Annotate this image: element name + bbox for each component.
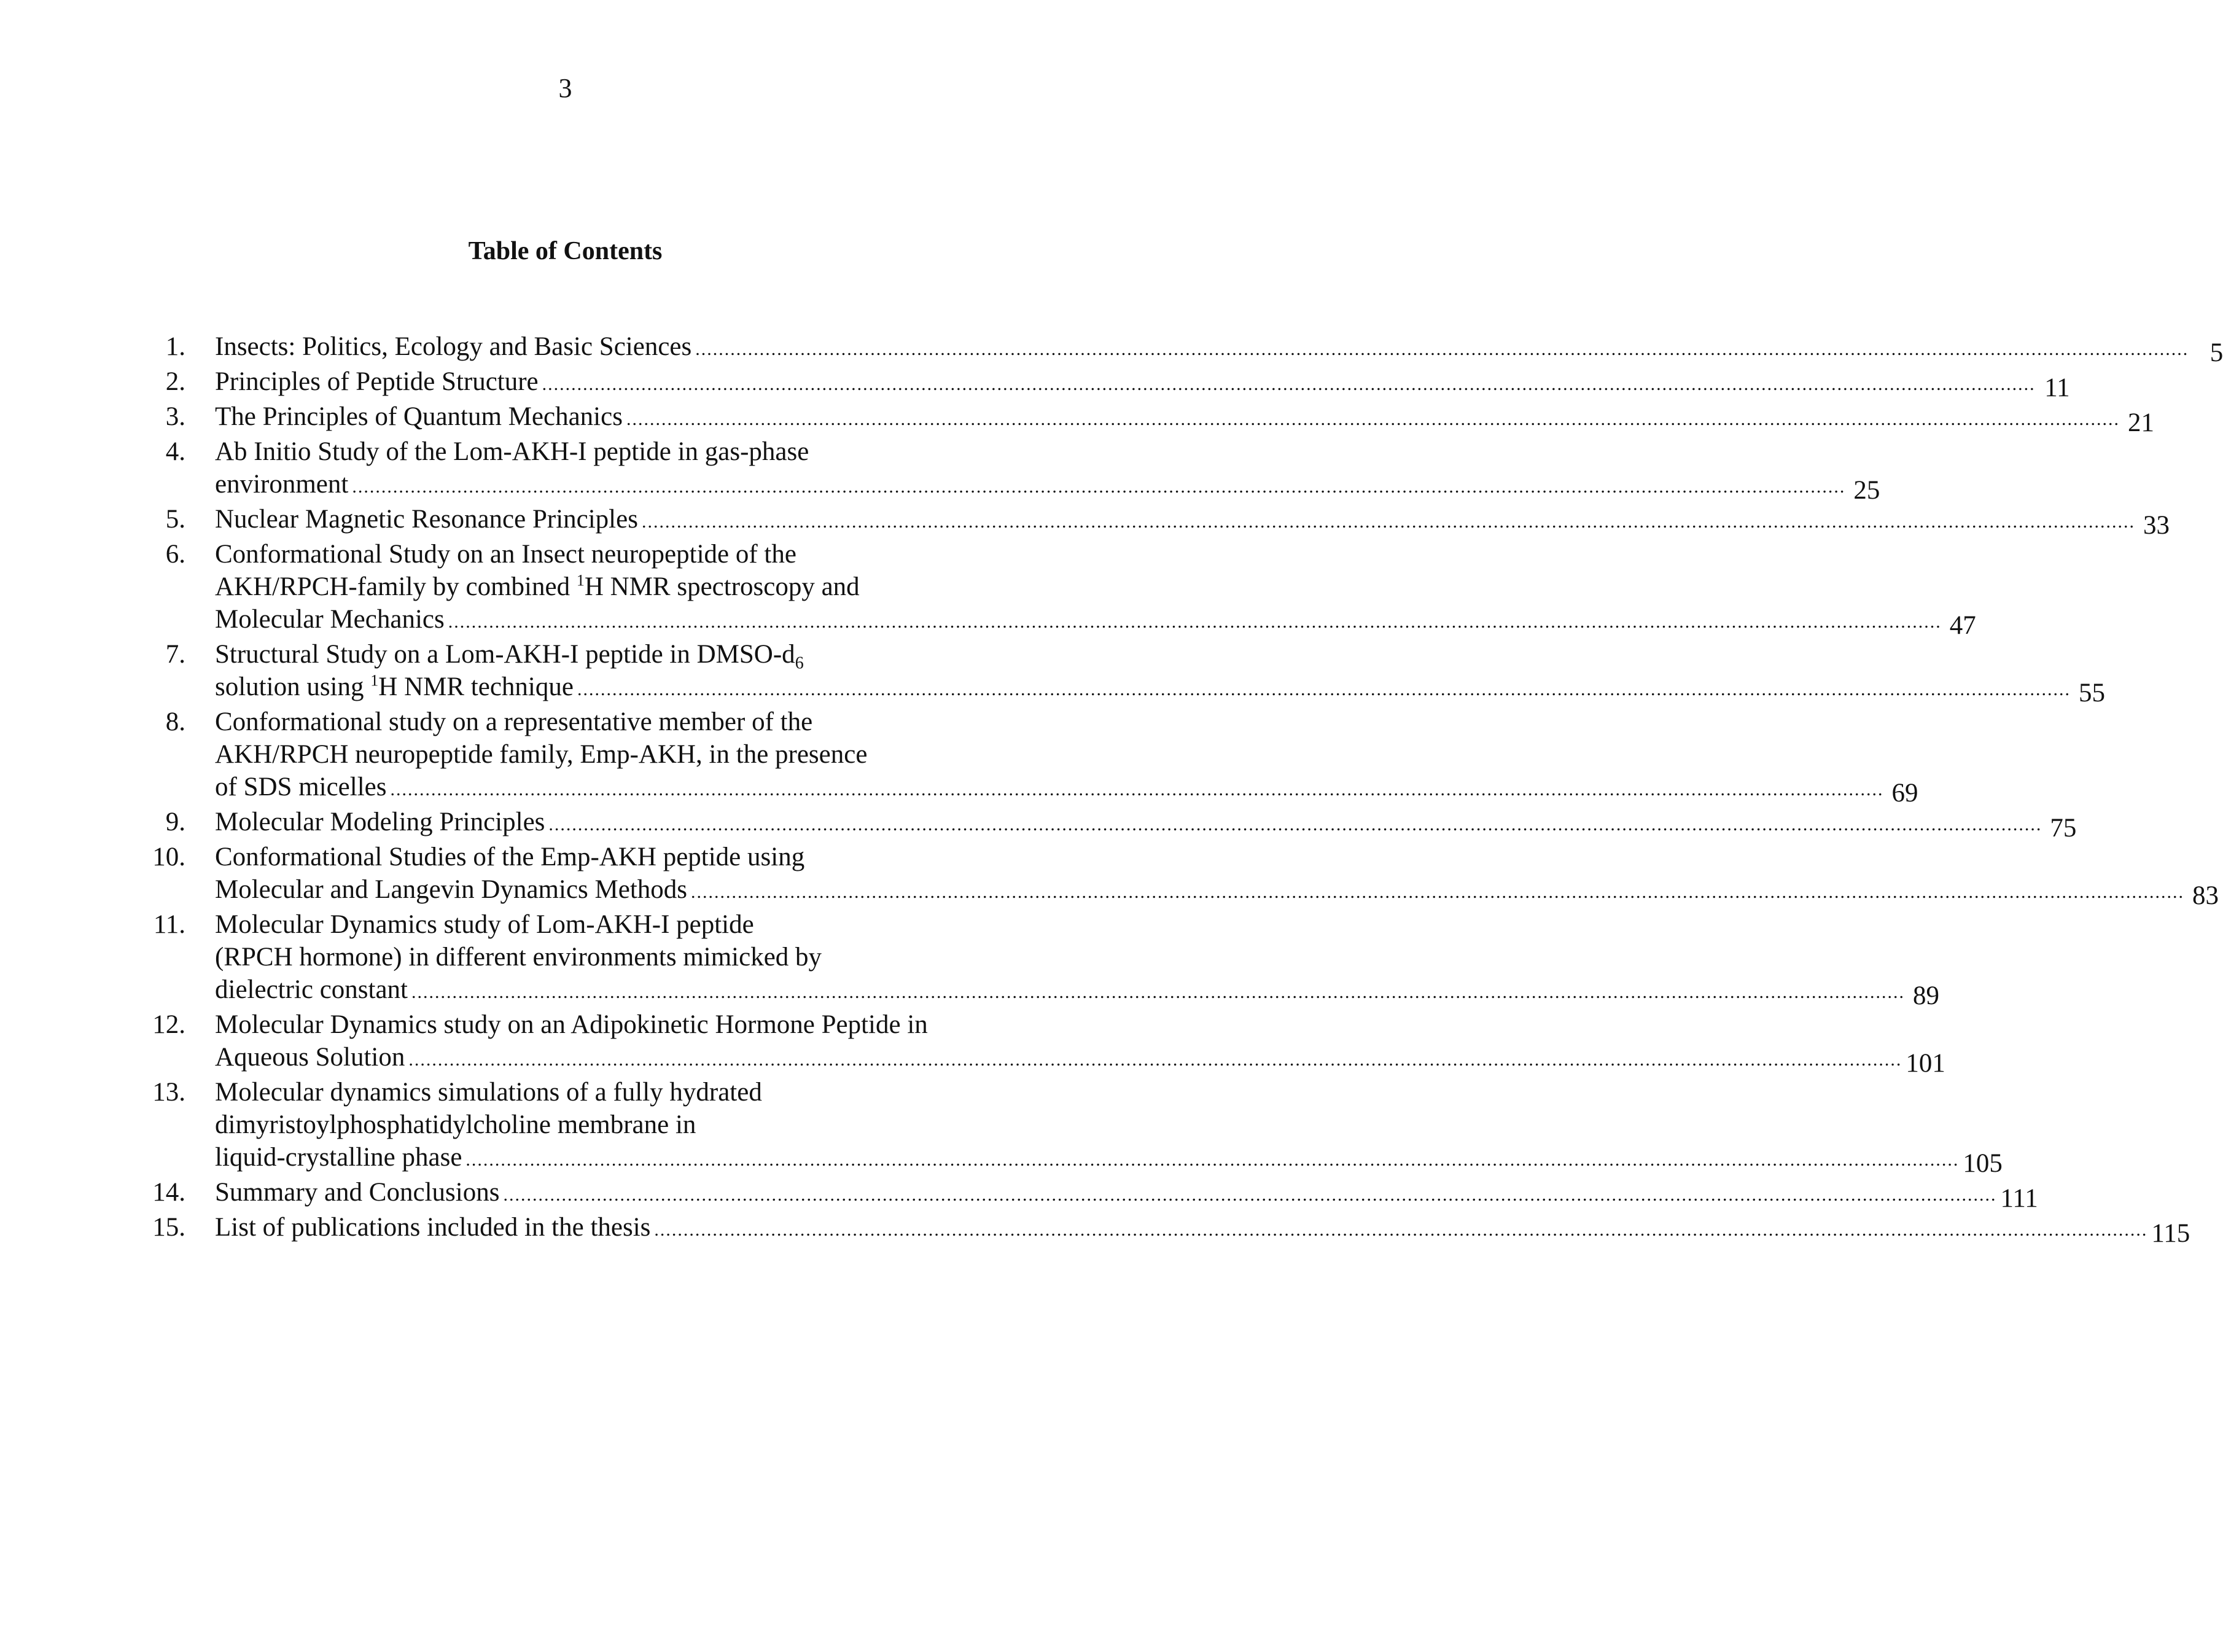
toc-entry-title: solution using $^1$H NMR technique [215, 671, 574, 701]
toc-entry-page: 115 [2151, 1219, 2190, 1248]
toc-entry[interactable] [120, 365, 2070, 402]
toc-entry[interactable] [120, 638, 2105, 707]
toc-entry-page: 5 [2209, 338, 2223, 367]
toc-entry-number: 14. [152, 1178, 185, 1207]
toc-title: Table of Contents [468, 237, 663, 265]
toc-entry-title-line: (RPCH hormone) in different environments mimicked by [215, 943, 822, 972]
toc-entry-number: 9. [165, 808, 185, 836]
toc-entry-title: Molecular and Langevin Dynamics Methods [215, 875, 688, 904]
toc-entry-title-line: Molecular Dynamics study on an Adipokinetic Hormone Peptide in [215, 1010, 928, 1039]
toc-entry-number: 5. [165, 505, 185, 534]
toc-entry[interactable] [120, 706, 1918, 808]
toc-entry-number: 15. [152, 1213, 185, 1242]
toc-entry-number: 12. [152, 1010, 185, 1039]
toc-entry-page: 47 [1949, 611, 1976, 640]
toc-entry[interactable] [120, 400, 2154, 437]
dot-leader [654, 1214, 2147, 1246]
toc-entry[interactable] [120, 435, 1880, 505]
toc-entry-page: 105 [1963, 1149, 2003, 1178]
dot-leader [448, 606, 1942, 638]
dot-leader [503, 1179, 1996, 1211]
toc-entry-title: liquid-crystalline phase [215, 1143, 462, 1172]
toc-entry-title: Aqueous Solution [215, 1043, 405, 1072]
toc-entry-title: List of publications included in the thesis [215, 1213, 651, 1242]
toc-entry-title: Nuclear Magnetic Resonance Principles [215, 505, 638, 534]
dot-leader [626, 403, 2120, 435]
dot-leader [548, 808, 2042, 841]
toc-entry-title: Principles of Peptide Structure [215, 367, 539, 396]
toc-entry-title: Molecular Mechanics [215, 605, 445, 634]
dot-leader [577, 673, 2071, 706]
toc-entry-page: 89 [1913, 981, 1939, 1010]
toc-entry-page: 75 [2050, 814, 2077, 843]
toc-entry-page: 33 [2143, 511, 2170, 540]
dot-leader [352, 470, 1845, 503]
toc-entry-title-line: Conformational Studies of the Emp-AKH peptide using [215, 843, 805, 871]
toc-entry-title-line: Conformational Study on an Insect neuropeptide of the [215, 540, 796, 569]
toc-entry-page: 101 [1906, 1049, 1945, 1078]
toc-entry-page: 25 [1853, 476, 1880, 505]
toc-entry-number: 10. [152, 843, 185, 871]
page-number: 3 [558, 73, 572, 103]
toc-entry-page: 21 [2127, 408, 2154, 437]
toc-entry-title-line: Ab Initio Study of the Lom-AKH-I peptide in gas-phase [215, 437, 809, 466]
toc-entry[interactable] [120, 503, 2170, 540]
toc-entry-number: 7. [165, 640, 185, 669]
dot-leader [390, 773, 1883, 806]
toc-entry[interactable] [120, 908, 1939, 1010]
toc-entry-number: 4. [165, 437, 185, 466]
toc-entry[interactable] [120, 1076, 2003, 1178]
toc-entry-page: 111 [2000, 1184, 2038, 1213]
toc-entry-title-line: Conformational study on a representative member of the [215, 707, 813, 736]
toc-entry-number: 2. [165, 367, 185, 396]
dot-leader [465, 1144, 1959, 1176]
toc-entry-number: 3. [165, 402, 185, 431]
toc-entry[interactable] [120, 806, 2077, 843]
toc-entry[interactable] [120, 1008, 1945, 1078]
toc-entry-number: 8. [165, 707, 185, 736]
dot-leader [408, 1043, 1902, 1076]
toc-entry-title-line: AKH/RPCH neuropeptide family, Emp-AKH, in the presence [215, 740, 868, 769]
toc-entry[interactable] [120, 330, 2223, 367]
dot-leader [642, 505, 2135, 538]
toc-entry-title: dielectric constant [215, 975, 408, 1004]
dot-leader [691, 876, 2184, 908]
toc-entry-title: of SDS micelles [215, 773, 387, 801]
toc-entry[interactable] [120, 1211, 2190, 1248]
toc-entry-title: environment [215, 470, 349, 499]
toc-list [120, 330, 2223, 1248]
toc-entry-page: 83 [2192, 881, 2219, 910]
toc-entry-title-line: Molecular dynamics simulations of a fully hydrated [215, 1078, 762, 1107]
toc-entry[interactable] [120, 1176, 2038, 1213]
toc-entry-title-line: Structural Study on a Lom-AKH-I peptide in DMSO-$d_6$ [215, 640, 804, 673]
toc-entry-title: Molecular Modeling Principles [215, 808, 545, 836]
dot-leader [411, 976, 1905, 1008]
toc-entry-title: Insects: Politics, Ecology and Basic Sciences [215, 332, 692, 361]
dot-leader [542, 368, 2036, 400]
toc-entry-number: 13. [152, 1078, 185, 1107]
toc-entry-number: 1. [165, 332, 185, 361]
toc-entry-title-line: Molecular Dynamics study of Lom-AKH-I peptide [215, 910, 754, 939]
toc-entry-page: 55 [2078, 679, 2105, 707]
toc-entry-title: Summary and Conclusions [215, 1178, 500, 1207]
toc-entry-page: 11 [2044, 373, 2070, 402]
toc-entry-title-line: AKH/RPCH-family by combined $^1$H NMR spectroscopy and [215, 571, 860, 601]
toc-entry-title-line: dimyristoylphosphatidylcholine membrane in [215, 1110, 696, 1139]
toc-entry[interactable] [120, 538, 1976, 640]
toc-entry-number: 11. [153, 910, 185, 939]
toc-entry-number: 6. [165, 540, 185, 569]
toc-entry[interactable] [120, 841, 2219, 910]
dot-leader [695, 333, 2189, 365]
toc-entry-title: The Principles of Quantum Mechanics [215, 402, 623, 431]
toc-entry-page: 69 [1891, 779, 1918, 808]
